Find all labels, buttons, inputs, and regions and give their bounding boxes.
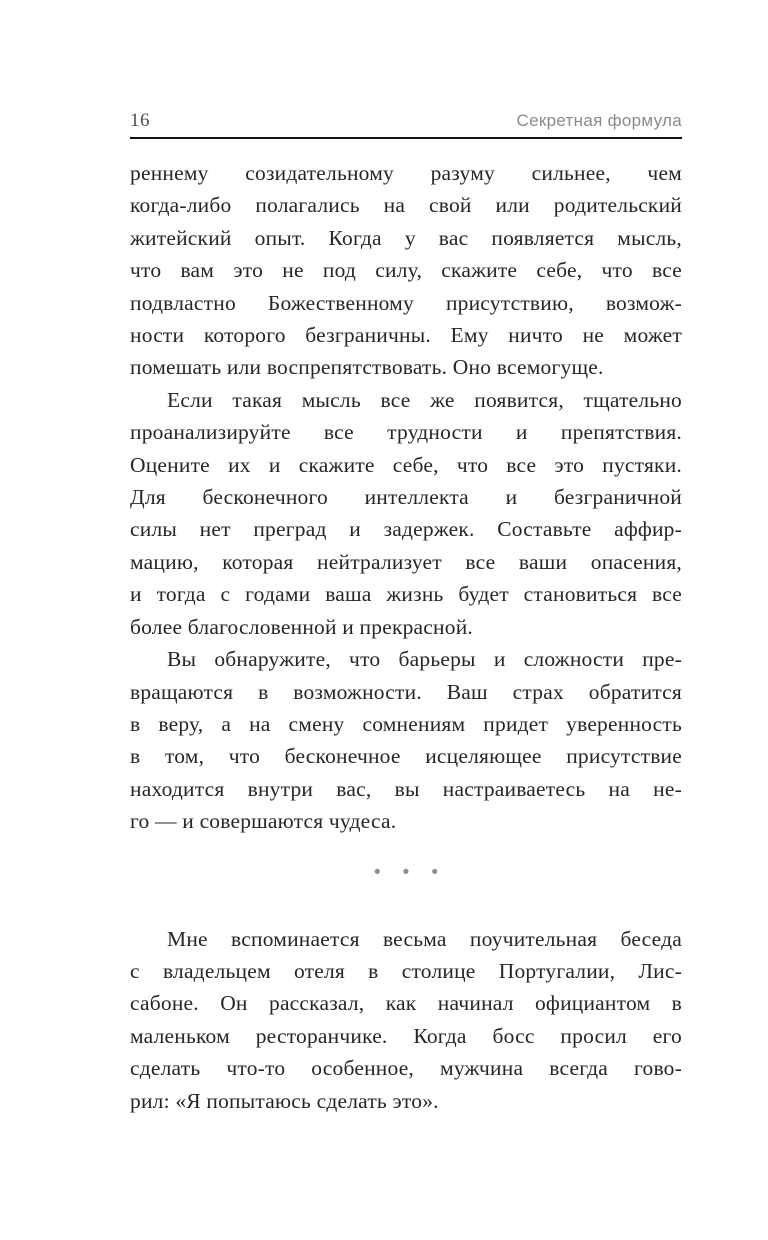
text-line: когда-либо полагались на свой или родительский xyxy=(130,193,682,218)
separator-dot-icon: • xyxy=(374,861,381,883)
text-line: рил: «Я попытаюсь сделать это». xyxy=(130,1088,439,1113)
text-line: мацию, которая нейтрализует все ваши опасения, xyxy=(130,549,682,574)
paragraph xyxy=(130,643,682,837)
text-line: го — и совершаются чудеса. xyxy=(130,809,397,834)
text-line: силы нет преград и задержек. Составьте аффир- xyxy=(130,517,682,542)
text-line: Оцените их и скажите себе, что все это пустяки. xyxy=(130,452,682,477)
text-line: находится внутри вас, вы настраиваетесь на не- xyxy=(130,776,682,801)
text-line: что вам это не под силу, скажите себе, что все xyxy=(130,258,682,283)
text-line: и тогда с годами ваша жизнь будет становиться все xyxy=(130,582,682,607)
running-title: Секретная формула xyxy=(516,111,682,130)
paragraph xyxy=(130,384,682,643)
text-line: реннему созидательному разуму сильнее, чем xyxy=(130,161,682,185)
paragraph xyxy=(130,157,682,384)
separator-dot-icon: • xyxy=(402,861,410,883)
separator-dot-icon: • xyxy=(431,861,438,883)
text-line: проанализируйте все трудности и препятствия. xyxy=(130,420,682,445)
text-line: подвластно Божественному присутствию, возмож- xyxy=(130,290,682,315)
text-line: Для бесконечного интеллекта и безграничной xyxy=(130,485,682,510)
section-separator xyxy=(130,838,682,923)
text-line: в том, что бесконечное исцеляющее присутствие xyxy=(130,744,682,769)
text-line: более благословенной и прекрасной. xyxy=(130,614,473,639)
header-rule xyxy=(130,137,682,139)
text-line: с владельцем отеля в столице Португалии, Лис- xyxy=(130,958,682,983)
text-line: маленьком ресторанчике. Когда босс просил его xyxy=(130,1023,682,1048)
text-line: Мне вспоминается весьма поучительная беседа xyxy=(167,926,682,951)
page-number: 16 xyxy=(130,110,150,131)
running-header xyxy=(130,110,682,132)
text-line: сабоне. Он рассказал, как начинал официантом в xyxy=(130,991,682,1016)
text-line: Если такая мысль все же появится, тщательно xyxy=(167,387,682,412)
text-line: сделать что-то особенное, мужчина всегда гово- xyxy=(130,1056,682,1081)
text-line: ности которого безграничны. Ему ничто не может xyxy=(130,323,682,348)
text-line: в веру, а на смену сомнениям придет уверенность xyxy=(130,711,682,736)
text-line: вращаются в возможности. Ваш страх обратится xyxy=(130,679,682,704)
paragraph xyxy=(130,923,682,1117)
text-line: житейский опыт. Когда у вас появляется мысль, xyxy=(130,225,682,250)
page-text xyxy=(130,157,682,1117)
text-line: Вы обнаружите, что барьеры и сложности пре- xyxy=(167,647,682,672)
text-line: помешать или воспрепятствовать. Оно всемогуще. xyxy=(130,355,604,380)
